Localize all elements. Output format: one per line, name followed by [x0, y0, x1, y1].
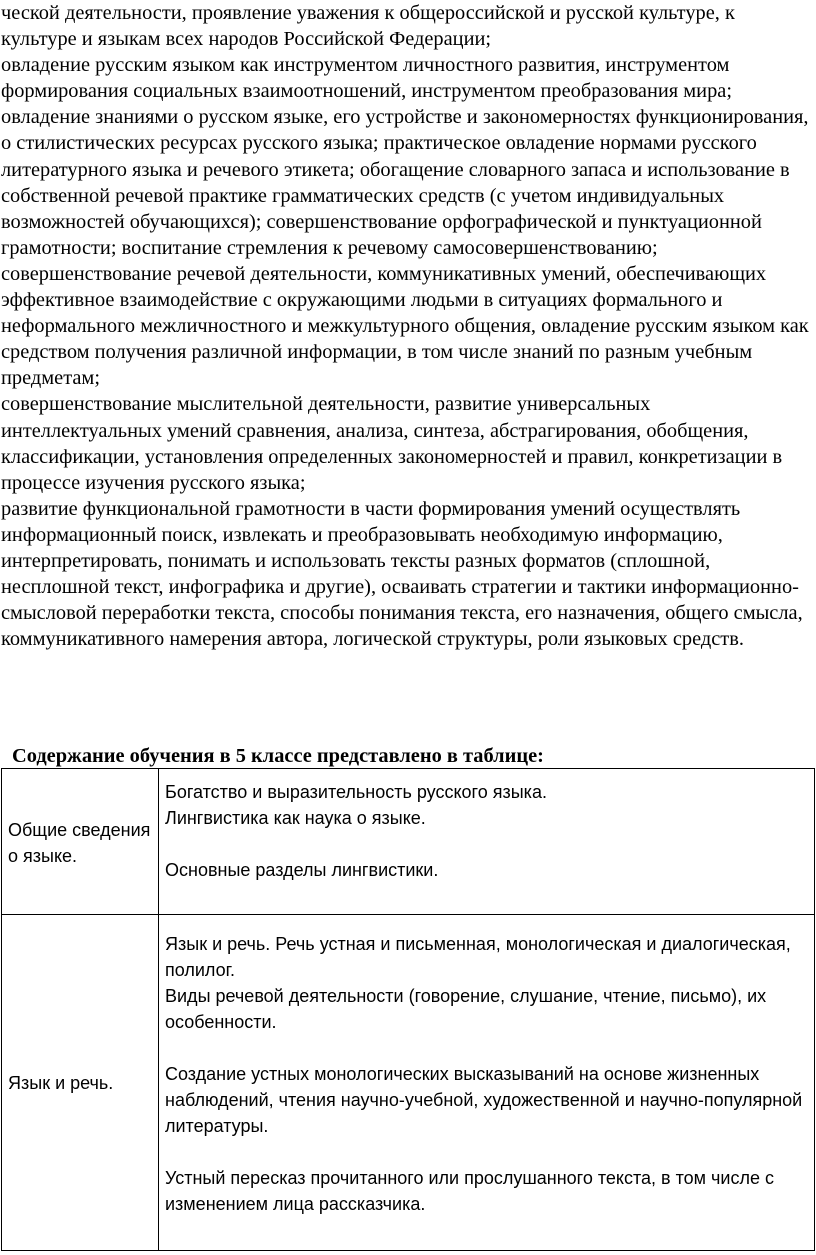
paragraph: овладение русским языком как инструментом личностного развития, инструментом формирования социальных взаимоотношений, инструментом преобразования мира; [1, 54, 733, 103]
content-table [1, 768, 815, 1251]
intro-text [1, 0, 813, 652]
details-line: Богатство и выразительность русского языка. [165, 782, 547, 802]
details-cell [159, 915, 815, 1251]
table-heading: Содержание обучения в 5 классе представлено в таблице: [12, 745, 544, 767]
details-line: Виды речевой деятельности (говорение, слушание, чтение, письмо), их особенности. [165, 986, 767, 1032]
topic-label: Общие сведения о языке. [8, 819, 151, 866]
spacer [165, 831, 806, 857]
topic-label: Язык и речь. [8, 1072, 114, 1093]
paragraph: развитие функциональной грамотности в части формирования умений осуществлять информационный поиск, извлекать и преобразовывать необходимую информацию, интерпретировать, понимать и использовать тексты разных форматов (сплошной, несплошной текст, инфографика и другие), осваивать стратегии и тактики информационно-смысловой переработки текста, способы понимания текста, его назначения, общего смысла, коммуникативного намерения автора, логической структуры, роли языковых средств. [1, 497, 803, 651]
table-row [2, 915, 815, 1251]
details-line: Устный пересказ прочитанного или прослушанного текста, в том числе с изменением лица рассказчика. [165, 1168, 774, 1214]
paragraph: совершенствование речевой деятельности, коммуникативных умений, обеспечивающих эффективное взаимодействие с окружающими людьми в ситуациях формального и неформального межличностного и межкультурного общения, овладение русским языком как средством получения различной информации, в том числе знаний по разным учебным предметам; [1, 262, 809, 390]
spacer [165, 1139, 806, 1165]
paragraph: ческой деятельности, проявление уважения к общероссийской и русской культуре, к культуре и языкам всех народов Российской Федерации; [1, 2, 735, 51]
topic-cell [2, 769, 159, 915]
details-line: Создание устных монологических высказываний на основе жизненных наблюдений, чтения научно-учебной, художественной и научно-популярной литературы. [165, 1064, 803, 1136]
paragraph: совершенствование мыслительной деятельности, развитие универсальных интеллектуальных умений сравнения, анализа, синтеза, абстрагирования, обобщения, классификации, установления определенных закономерностей и правил, конкретизации в процессе изучения русского языка; [1, 393, 783, 494]
details-line: Основные разделы лингвистики. [165, 860, 439, 880]
topic-cell [2, 915, 159, 1251]
spacer [165, 1035, 806, 1061]
details-line: Язык и речь. Речь устная и письменная, монологическая и диалогическая, полилог. [165, 934, 791, 980]
details-line: Лингвистика как наука о языке. [165, 808, 426, 828]
details-cell [159, 769, 815, 915]
table-row [2, 769, 815, 915]
paragraph: овладение знаниями о русском языке, его устройстве и закономерностях функционирования, о стилистических ресурсах русского языка; практическое овладение нормами русского литературного языка и речевого этикета; обогащение словарного запаса и использование в собственной речевой практике грамматических средств (с учетом индивидуальных возможностей обучающихся); совершенствование орфографической и пунктуационной грамотности; воспитание стремления к речевому самосовершенствованию; [1, 106, 809, 259]
